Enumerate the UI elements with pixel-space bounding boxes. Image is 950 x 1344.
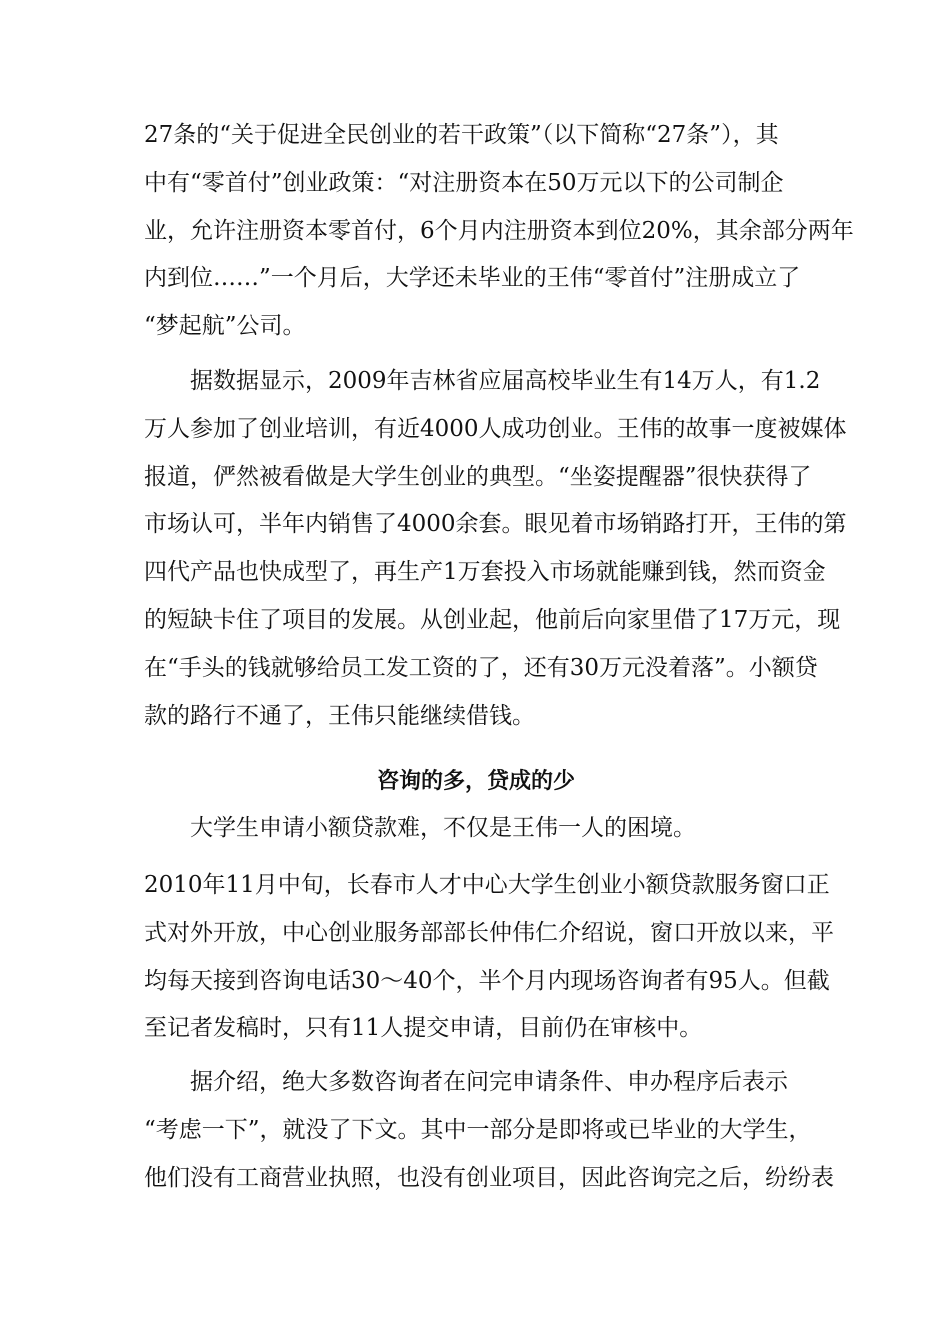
text-line: 内到位……”一个月后，大学还未毕业的王伟“零首付”注册成立了	[144, 265, 801, 292]
text-line: 业，允许注册资本零首付，6个月内注册资本到位20%，其余部分两年	[144, 217, 854, 244]
text-line: 四代产品也快成型了，再生产1万套投入市场就能赚到钱，然而资金	[144, 559, 826, 586]
section-heading: 咨询的多，贷成的少	[376, 769, 575, 794]
text-line: 2010年11月中旬，长春市人才中心大学生创业小额贷款服务窗口正	[144, 872, 830, 898]
text-line: 报道，俨然被看做是大学生创业的典型。“坐姿提醒器”很快获得了	[144, 463, 812, 490]
paragraph-difficulty	[144, 805, 808, 853]
text-line: 他们没有工商营业执照，也没有创业项目，因此咨询完之后，纷纷表	[144, 1164, 834, 1191]
text-line: 市场认可，半年内销售了4000余套。眼见着市场销路打开，王伟的第	[144, 511, 847, 538]
paragraph-consultation	[144, 1059, 834, 1202]
paragraph-policy	[144, 112, 854, 351]
text-line: “考虑一下”，就没了下文。其中一部分是即将或已毕业的大学生，	[144, 1116, 812, 1143]
text-line: 款的路行不通了，王伟只能继续借钱。	[144, 702, 535, 729]
text-line: 万人参加了创业培训，有近4000人成功创业。王伟的故事一度被媒体	[144, 415, 847, 442]
text-line: 据数据显示，2009年吉林省应届高校毕业生有14万人，有1.2	[190, 368, 821, 394]
text-line: 式对外开放，中心创业服务部部长仲伟仁介绍说，窗口开放以来，平	[144, 919, 834, 946]
text-line: 的短缺卡住了项目的发展。从创业起，他前后向家里借了17万元，现	[144, 606, 841, 633]
paragraph-statistics	[144, 358, 847, 740]
text-line: “梦起航”公司。	[144, 313, 306, 340]
text-line: 在“手头的钱就够给员工发工资的了，还有30万元没着落”。小额贷	[144, 654, 818, 681]
text-line: 大学生申请小额贷款难，不仅是王伟一人的困境。	[190, 815, 696, 841]
text-line: 据介绍，绝大多数咨询者在问完申请条件、申办程序后表示	[190, 1069, 788, 1095]
text-line: 27条的“关于促进全民创业的若干政策”（以下简称“27条”），其	[144, 122, 779, 148]
text-line: 均每天接到咨询电话30～40个，半个月内现场咨询者有95人。但截	[144, 967, 830, 994]
text-line: 中有“零首付”创业政策：“对注册资本在50万元以下的公司制企	[144, 169, 784, 196]
text-line: 至记者发稿时，只有11人提交申请，目前仍在审核中。	[144, 1015, 703, 1042]
paragraph-window-service	[144, 862, 834, 1053]
